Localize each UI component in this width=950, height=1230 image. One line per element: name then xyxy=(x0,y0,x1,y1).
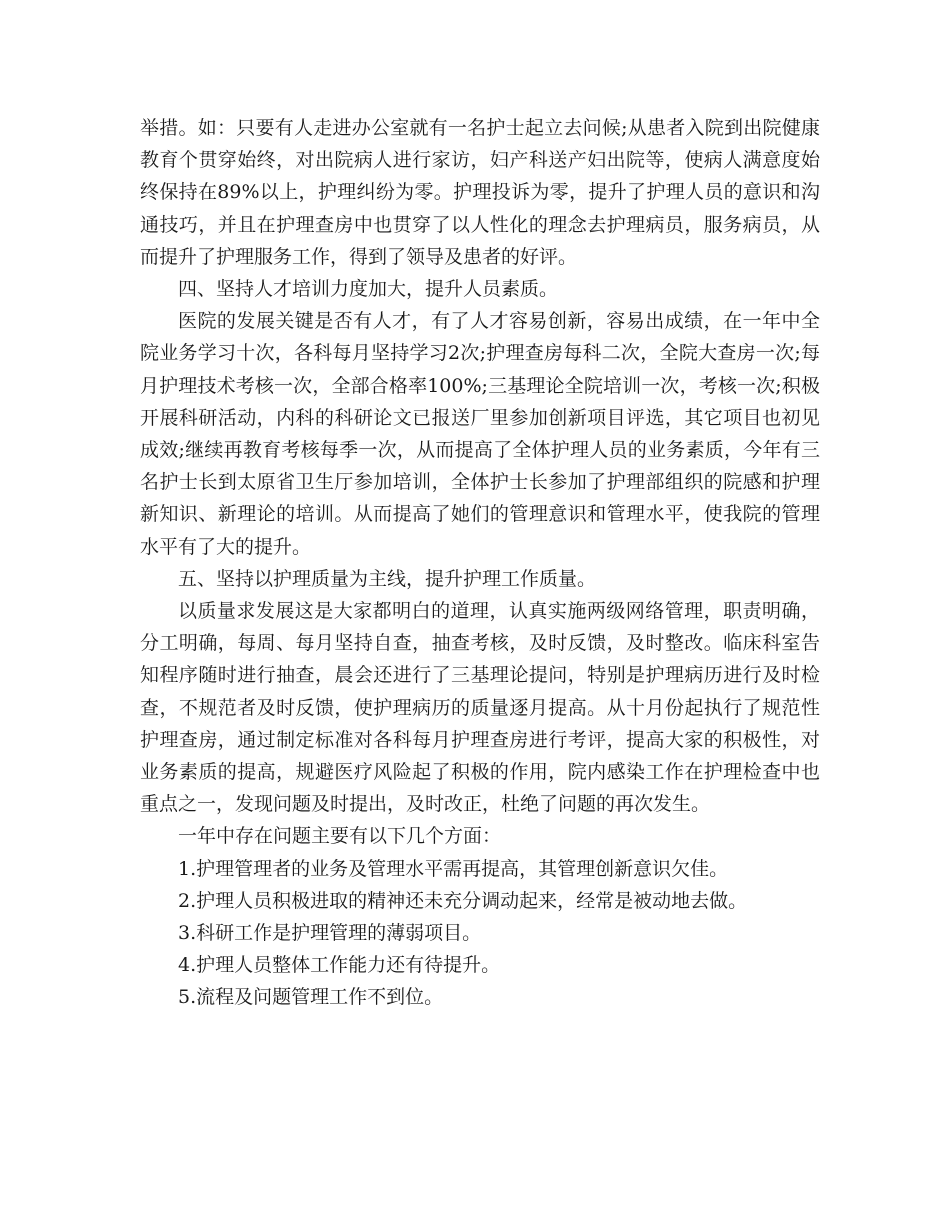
problems-intro: 一年中存在问题主要有以下几个方面： xyxy=(178,825,502,848)
problem-item: 1.护理管理者的业务及管理水平需再提高，其管理创新意识欠佳。 xyxy=(178,857,729,880)
paragraph-talent-training: 医院的发展关键是否有人才，有了人才容易创新，容易出成绩，在一年中全院业务学习十次，各科每月坚持学习2次;护理查房每科二次，全院大查房一次;每月护理技术考核一次，全部合格率100%;三基理论全院培训一次，考核一次;积极开展科研活动，内科的科研论文已报送厂里参加创新项目评选，其它项目也初见成效;继续再教育考核每季一次，从而提高了全体护理人员的业务素质，今年有三名护士长到太原省卫生厅参加培训，全体护士长参加了护理部组织的院感和护理新知识、新理论的培训。从而提高了她们的管理意识和管理水平，使我院的管理水平有了大的提升。 xyxy=(140,310,820,558)
paragraph-continued: 举措。如：只要有人走进办公室就有一名护士起立去问候;从患者入院到出院健康教育个贯穿始终，对出院病人进行家访，妇产科送产妇出院等，使病人满意度始终保持在89%以上，护理纠纷为零。护理投诉为零，提升了护理人员的意识和沟通技巧，并且在护理查房中也贯穿了以人性化的理念去护理病员，服务病员，从而提升了护理服务工作，得到了领导及患者的好评。 xyxy=(140,117,820,268)
section-heading-talent-training: 四、坚持人才培训力度加大，提升人员素质。 xyxy=(178,278,559,301)
document-body xyxy=(140,112,820,1014)
paragraph-quality: 以质量求发展这是大家都明白的道理，认真实施两级网络管理，职责明确，分工明确，每周、每月坚持自查，抽查考核，及时反馈，及时整改。临床科室告知程序随时进行抽查，晨会还进行了三基理论提问，特别是护理病历进行及时检查，不规范者及时反馈，使护理病历的质量逐月提高。从十月份起执行了规范性护理查房，通过制定标准对各科每月护理查房进行考评，提高大家的积极性，对业务素质的提高，规避医疗风险起了积极的作用，院内感染工作在护理检查中也重点之一，发现问题及时提出，及时改正，杜绝了问题的再次发生。 xyxy=(140,600,820,816)
problem-item: 3.科研工作是护理管理的薄弱项目。 xyxy=(178,922,482,945)
section-heading-quality: 五、坚持以护理质量为主线，提升护理工作质量。 xyxy=(178,567,597,590)
problem-item: 2.护理人员积极进取的精神还未充分调动起来，经常是被动地去做。 xyxy=(178,889,748,912)
problem-item: 4.护理人员整体工作能力还有待提升。 xyxy=(178,954,501,977)
problem-item: 5.流程及问题管理工作不到位。 xyxy=(178,986,444,1009)
